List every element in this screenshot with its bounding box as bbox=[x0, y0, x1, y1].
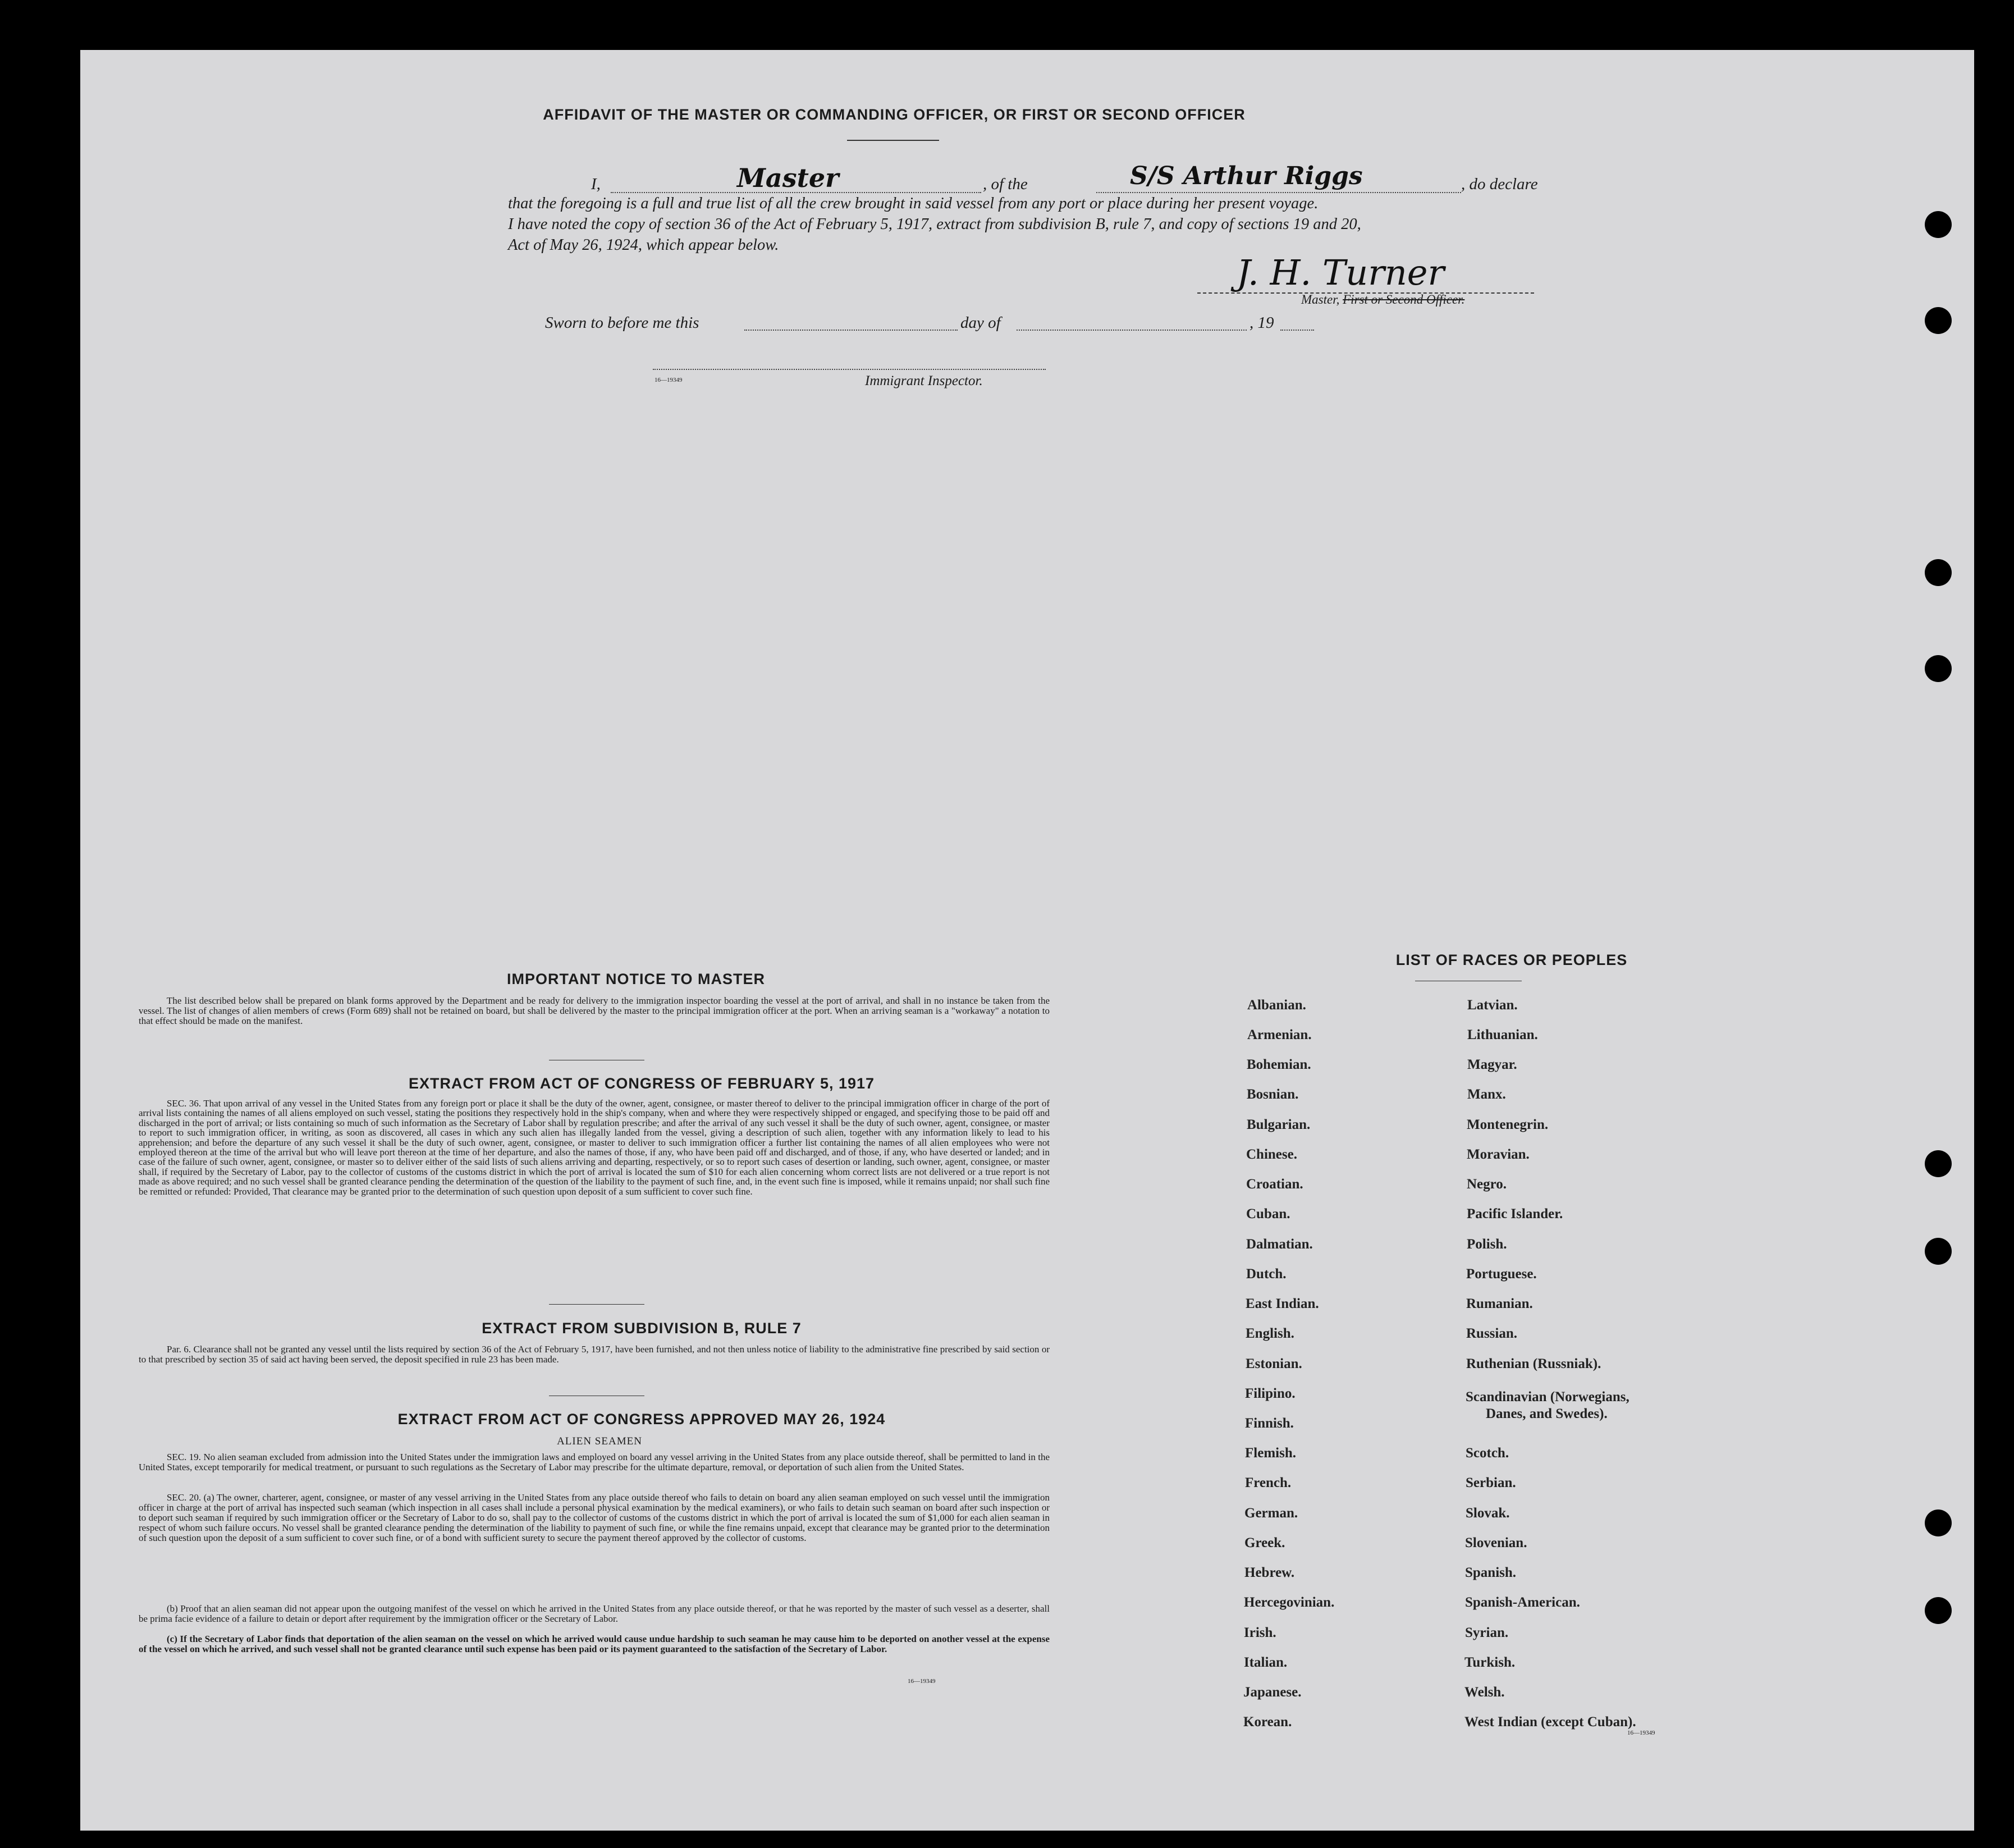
affidavit-line4: Act of May 26, 1924, which appear below. bbox=[508, 236, 779, 254]
sec20b-body: (b) Proof that an alien seaman did not appear upon the outgoing manifest of the vessel on which he arrived in the United States from any place outside thereof, or that he was reported by the master of such vessel as a deserter, shall be prima facie evidence of a failure to detain or deport after requirement by the immigration officer or the Secretary of Labor. bbox=[139, 1603, 1050, 1624]
race-item: Bosnian. bbox=[1247, 1087, 1299, 1102]
signer-title bbox=[1301, 292, 1464, 307]
punch-hole bbox=[1925, 559, 1952, 586]
rule7-divider bbox=[549, 1304, 644, 1305]
sworn-year-field bbox=[1280, 314, 1314, 331]
race-item: Ruthenian (Russniak). bbox=[1466, 1356, 1601, 1371]
rule7-body: Par. 6. Clearance shall not be granted any vessel until the lists required by section 36 of the Act of February 5, 1917, have been furnished, and not then unless notice of liability to the administrative fine prescribed by said section or to that prescribed by section 35 of said act having been served, the deposit specified in rule 23 has been made. bbox=[139, 1344, 1050, 1365]
i-label: I, bbox=[591, 175, 601, 193]
punch-hole bbox=[1925, 307, 1952, 334]
race-item: Hercegovinian. bbox=[1244, 1595, 1335, 1610]
race-item: English. bbox=[1246, 1326, 1294, 1341]
race-item: Korean. bbox=[1243, 1714, 1292, 1730]
race-item: Spanish-American. bbox=[1465, 1595, 1580, 1610]
race-item: Manx. bbox=[1467, 1087, 1506, 1102]
race-item: Scotch. bbox=[1466, 1446, 1509, 1461]
race-item: Dalmatian. bbox=[1246, 1237, 1313, 1252]
title-divider bbox=[847, 140, 939, 141]
race-item: Pacific Islander. bbox=[1467, 1206, 1563, 1222]
notice-title: IMPORTANT NOTICE TO MASTER bbox=[507, 971, 765, 987]
name-handwritten: Master bbox=[737, 163, 839, 193]
race-item: Albanian. bbox=[1247, 998, 1306, 1013]
document-page bbox=[80, 50, 1974, 1831]
punch-hole bbox=[1925, 211, 1952, 238]
sworn-label: Sworn to before me this bbox=[545, 314, 699, 332]
race-item: Greek. bbox=[1244, 1535, 1285, 1550]
race-item: Syrian. bbox=[1465, 1625, 1509, 1640]
race-item: Rumanian. bbox=[1466, 1296, 1533, 1311]
signature: J. H. Turner bbox=[1237, 252, 1445, 293]
punch-hole bbox=[1925, 1150, 1952, 1177]
race-item: Serbian. bbox=[1466, 1475, 1516, 1490]
race-item: Hebrew. bbox=[1244, 1565, 1295, 1580]
race-item: Bulgarian. bbox=[1247, 1117, 1311, 1132]
form-number-affidavit: 16—19349 bbox=[654, 377, 683, 383]
alien-seamen-subtitle: ALIEN SEAMEN bbox=[557, 1435, 642, 1447]
race-item: Japanese. bbox=[1243, 1685, 1302, 1700]
extract-1917-title: EXTRACT FROM ACT OF CONGRESS OF FEBRUARY 5, 1917 bbox=[408, 1075, 875, 1092]
form-number-races: 16—19349 bbox=[1627, 1730, 1655, 1736]
extract-1917-body: SEC. 36. That upon arrival of any vessel in the United States from any foreign port or place it shall be the duty of the owner, agent, consignee, or master thereof to deliver to the principal immigration officer in charge of the port of arrival lists containing the names of all aliens employed on such vessel, stating the positions they respectively hold in the ship's company, when and where they were respectively shipped or engaged, and specifying those to be paid off and discharged in the port of arrival; or lists containing so much of such information as the Secretary of Labor shall by regulation prescribe; and after the arrival of any such vessel it shall be the duty of such owner, agent, consignee, or master to report to such immigration officer, in writing, as soon as discovered, all cases in which any such alien has illegally landed from the vessel, giving a description of such alien, together with any information likely to lead to his apprehension; and before the departure of any such vessel it shall be the duty of such owner, agent, consignee, or master to deliver to such immigration officer a further list containing the names of all alien employees who were not employed thereon at the time of the arrival but who will leave port thereon at the time of her departure, and also the names of those, if any, who have been paid off and discharged, and of those, if any, who have deserted or landed; and in case of the failure of such owner, agent, consignee, or master so to deliver either of the said lists of such aliens arriving and departing, respectively, or so to report such cases of desertion or landing, such owner, agent, consignee, or master shall, if required by the Secretary of Labor, pay to the collector of customs of the customs district in which the port of arrival is located the sum of $10 for each alien concerning whom correct lists are not delivered or a true report is not made as above required; and no such vessel shall be granted clearance pending the determination of the question of the liability to the payment of such fine, and, in the event such fine is imposed, while it remains unpaid; nor shall such fine be remitted or refunded: Provided, That clearance may be granted prior to the determination of such question upon deposit of a sum sufficient to cover such fine. bbox=[139, 1098, 1050, 1197]
race-item: Flemish. bbox=[1245, 1446, 1296, 1461]
races-title: LIST OF RACES OR PEOPLES bbox=[1395, 952, 1628, 968]
signer-title-struck: First or Second Officer. bbox=[1343, 292, 1465, 307]
vessel-handwritten: S/S Arthur Riggs bbox=[1130, 162, 1363, 190]
race-item: Armenian. bbox=[1247, 1027, 1312, 1042]
race-item: German. bbox=[1244, 1506, 1298, 1521]
year-label: , 19 bbox=[1249, 314, 1274, 332]
races-right-column bbox=[1466, 998, 1746, 1783]
sworn-line bbox=[545, 314, 1387, 336]
race-item: Spanish. bbox=[1465, 1565, 1517, 1580]
day-of-label: day of bbox=[960, 314, 1001, 332]
form-number-extract: 16—19349 bbox=[908, 1678, 936, 1685]
sec19-body: SEC. 19. No alien seaman excluded from admission into the United States under the immigration laws and employed on board any vessel arriving in the United States from any place outside thereof, shall be permitted to land in the United States, except temporarily for medical treatment, or pursuant to such regulations as the Secretary of Labor may prescribe for the ultimate departure, removal, or deportation of such alien from the United States. bbox=[139, 1452, 1050, 1472]
race-item: East Indian. bbox=[1246, 1296, 1319, 1311]
declare-label: , do declare bbox=[1461, 175, 1538, 193]
race-item: Croatian. bbox=[1246, 1177, 1303, 1192]
race-item: Moravian. bbox=[1467, 1147, 1530, 1162]
race-item: Polish. bbox=[1467, 1237, 1507, 1252]
races-left-column bbox=[1245, 998, 1470, 1783]
race-item: Welsh. bbox=[1464, 1685, 1505, 1700]
race-item: Lithuanian. bbox=[1467, 1027, 1538, 1042]
race-item: Finnish. bbox=[1245, 1416, 1294, 1431]
rule7-title: EXTRACT FROM SUBDIVISION B, RULE 7 bbox=[482, 1320, 802, 1337]
race-item: Filipino. bbox=[1245, 1386, 1296, 1401]
race-item: Russian. bbox=[1466, 1326, 1518, 1341]
inspector-label: Immigrant Inspector. bbox=[865, 373, 983, 388]
affidavit-title: AFFIDAVIT OF THE MASTER OR COMMANDING OFFICER, OR FIRST OR SECOND OFFICER bbox=[543, 106, 1246, 123]
race-item: Estonian. bbox=[1246, 1356, 1302, 1371]
race-item: Italian. bbox=[1244, 1655, 1288, 1670]
race-item: Scandinavian (Norwegians, bbox=[1466, 1389, 1629, 1405]
race-item: Dutch. bbox=[1246, 1266, 1287, 1282]
signer-title-master: Master, bbox=[1301, 292, 1340, 307]
race-item: Montenegrin. bbox=[1467, 1117, 1549, 1132]
race-item: Portuguese. bbox=[1466, 1266, 1537, 1282]
race-item: Latvian. bbox=[1467, 998, 1518, 1013]
punch-hole bbox=[1925, 1238, 1952, 1265]
race-item: Chinese. bbox=[1246, 1147, 1297, 1162]
race-item: Turkish. bbox=[1464, 1655, 1516, 1670]
race-item: Slovak. bbox=[1466, 1506, 1510, 1521]
sec20c-body: (c) If the Secretary of Labor finds that deportation of the alien seaman on the vessel on which he arrived would cause undue hardship to such seaman he may cause him to be deported on another vessel at the expense of the vessel on which he arrived, and such vessel shall not be granted clearance until such expense has been paid or its payment guaranteed to the satisfaction of the Secretary of Labor. bbox=[139, 1634, 1050, 1654]
race-item: Negro. bbox=[1467, 1177, 1507, 1192]
race-item: Danes, and Swedes). bbox=[1486, 1406, 1608, 1421]
notice-body: The list described below shall be prepared on blank forms approved by the Department and be ready for delivery to the immigration inspector boarding the vessel at the port of arrival, and shall in no instance be taken from the vessel. The list of changes of alien members of crews (Form 689) shall not be retained on board, but shall be delivered by the master to the principal immigration officer at the port. When an arriving seaman is a "workaway" a notation to that effect should be made on the manifest. bbox=[139, 995, 1050, 1026]
race-item: Irish. bbox=[1244, 1625, 1276, 1640]
race-item: West Indian (except Cuban). bbox=[1464, 1714, 1636, 1730]
sworn-month-field bbox=[1017, 314, 1247, 331]
extract-1924-title: EXTRACT FROM ACT OF CONGRESS APPROVED MAY 26, 1924 bbox=[397, 1411, 886, 1428]
inspector-signature-line bbox=[653, 369, 1046, 370]
affidavit-line2: that the foregoing is a full and true list of all the crew brought in said vessel from any port or place during her present voyage. bbox=[508, 195, 1319, 212]
punch-hole bbox=[1925, 1509, 1952, 1536]
punch-hole bbox=[1925, 655, 1952, 682]
of-the-label: , of the bbox=[983, 175, 1028, 193]
affidavit-line3: I have noted the copy of section 36 of the Act of February 5, 1917, extract from subdivision B, rule 7, and copy of sections 19 and 20, bbox=[508, 216, 1361, 233]
race-item: Magyar. bbox=[1467, 1057, 1517, 1072]
race-item: Slovenian. bbox=[1465, 1535, 1527, 1550]
sec20a-body: SEC. 20. (a) The owner, charterer, agent, consignee, or master of any vessel arriving in the United States from any place outside thereof who fails to detain on board any alien seaman employed on such vessel until the immigration officer in charge at the port of arrival has inspected such seaman (which inspection in all cases shall include a personal physical examination by the medical examiners), or who fails to detain such seaman on board after such inspection or to deport such seaman if required by such immigration officer or the Secretary of Labor to do so, shall pay to the collector of customs of the customs district in which the port of arrival is located the sum of $1,000 for each alien seaman in respect of whom such failure occurs. No vessel shall be granted clearance pending the determination of the liability to payment of such fine, or while the fine remains unpaid, except that clearance may be granted prior to the determination of such question upon the deposit of a sum sufficient to cover such fine, or of a bond with sufficient surety to secure the payment thereof approved by the collector of customs. bbox=[139, 1492, 1050, 1543]
race-item: Cuban. bbox=[1246, 1206, 1290, 1222]
race-item: French. bbox=[1245, 1475, 1292, 1490]
sworn-day-field bbox=[744, 314, 958, 331]
punch-hole bbox=[1925, 1597, 1952, 1624]
race-item: Bohemian. bbox=[1247, 1057, 1311, 1072]
